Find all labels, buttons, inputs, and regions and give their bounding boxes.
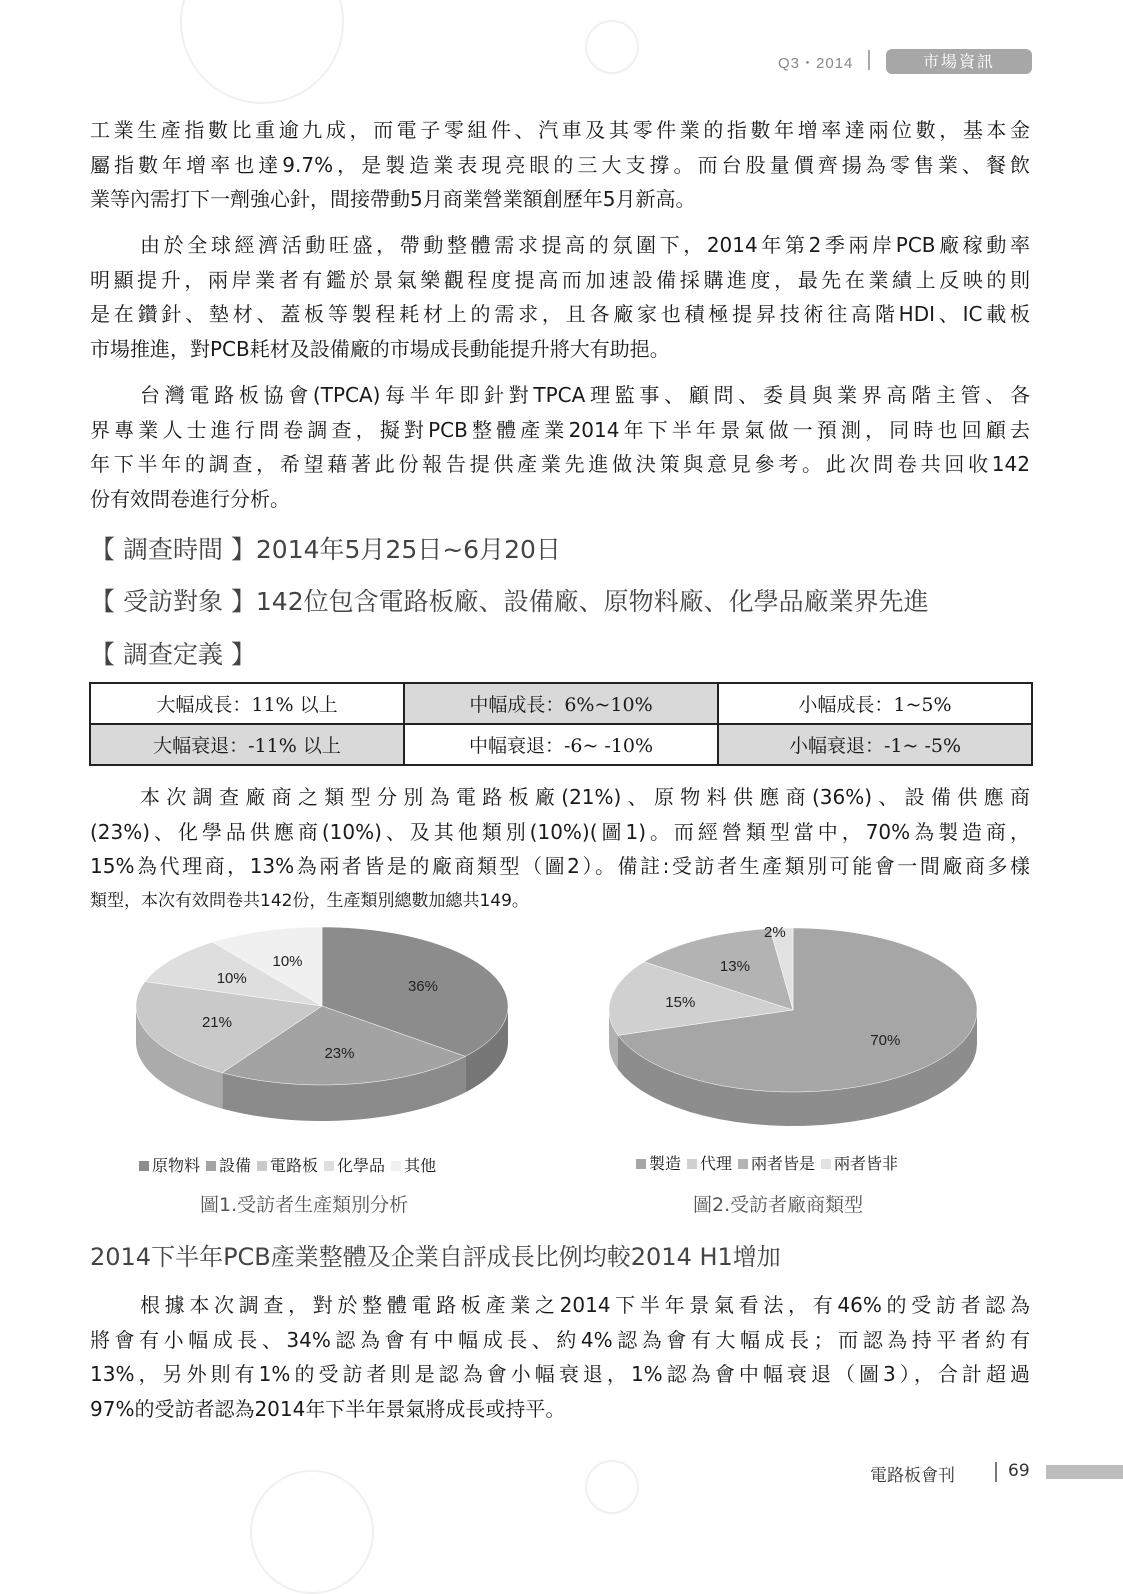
footer-bar [1046, 1465, 1123, 1479]
figure-caption-1: 圖1.受訪者生產類別分析 [200, 1194, 409, 1216]
text-line: 屬指數年增率也達9.7%，是製造業表現亮眼的三大支撐。而台股量價齊揚為零售業、餐飲 [90, 152, 1030, 177]
legend-swatch [687, 1159, 697, 1169]
paragraph-3 [90, 378, 1030, 516]
text-line: 工業生產指數比重逾九成，而電子零組件、汽車及其零件業的指數年增率達兩位數，基本金 [90, 118, 1030, 142]
legend-item [318, 1156, 385, 1175]
text-line: 13%，另外則有1%的受訪者則是認為會小幅衰退，1%認為會中幅衰退（圖3），合計超過 [90, 1362, 1030, 1386]
figure-caption-2: 圖2.受訪者廠商類型 [693, 1194, 864, 1216]
legend-swatch [139, 1161, 149, 1171]
data-label: 10% [272, 952, 303, 970]
table-row [90, 683, 1032, 724]
text-line: 業等內需打下一劑強心針，間接帶動5月商業營業額創歷年5月新高。 [90, 187, 696, 211]
chart-legend [630, 1151, 898, 1174]
arrow-circle-icon [585, 1460, 639, 1514]
table-cell: 中幅成長：6%~10% [404, 683, 718, 724]
table-cell: 大幅成長：11% 以上 [90, 683, 404, 724]
data-label: 21% [201, 1014, 233, 1032]
data-label: 13% [719, 958, 750, 976]
pie-chart-business-type [595, 920, 995, 1140]
text-line: 本次調查廠商之類型分別為電路板廠(21%)、原物料供應商(36%)、設備供應商 [140, 785, 1030, 809]
text-line: 97%的受訪者認為2014年下半年景氣將成長或持平。 [90, 1396, 566, 1421]
legend-label: 代理 [700, 1154, 733, 1173]
text-line: 台灣電路板協會(TPCA)每半年即針對TPCA理監事、顧問、委員與業界高階主管、各 [140, 383, 1030, 407]
background-decoration [250, 1470, 374, 1594]
text-line: 將會有小幅成長、34%認為會有中幅成長、約4%認為會有大幅成長；而認為持平者約有 [90, 1327, 1030, 1352]
legend-item [385, 1156, 436, 1175]
legend-label: 化學品 [337, 1156, 386, 1175]
pie-chart-production-type [120, 920, 530, 1140]
journal-title: 電路板會刊 [870, 1466, 955, 1486]
footer-divider [995, 1462, 997, 1482]
paragraph-5 [90, 1288, 1030, 1426]
legend-label: 其他 [404, 1156, 437, 1175]
text-line: 年下半年的調查，希望藉著此份報告提供產業先進做決策與意見參考。此次問卷共回收142 [90, 452, 1030, 476]
text-line: 15%為代理商，13%為兩者皆是的廠商類型（圖2）。備註:受訪者生產類別可能會一間廠商多樣 [90, 854, 1030, 878]
data-label: 70% [870, 1031, 901, 1049]
text-line: 類型，本次有效問卷共142份，生產類別總數加總共149。 [90, 890, 529, 911]
legend-swatch [636, 1159, 646, 1169]
data-label: 2% [763, 924, 786, 942]
table-row [90, 724, 1032, 765]
data-label: 10% [216, 970, 247, 988]
table-cell: 中幅衰退：-6~ -10% [404, 724, 718, 765]
legend-swatch [324, 1161, 334, 1171]
text-line: 根據本次調查，對於整體電路板產業之2014下半年景氣看法，有46%的受訪者認為 [140, 1293, 1030, 1317]
text-line: 由於全球經濟活動旺盛，帶動整體需求提高的氛圍下，2014年第2季兩岸PCB廠稼動率 [140, 233, 1030, 257]
arrow-circle-icon [585, 20, 639, 74]
legend-label: 製造 [649, 1154, 682, 1173]
legend-swatch [738, 1159, 748, 1169]
chart-legend [133, 1153, 436, 1176]
legend-label: 設備 [219, 1156, 252, 1175]
text-line: (23%)、化學品供應商(10%)、及其他類別(10%)(圖1)。而經營類型當中，70%為製造商， [90, 819, 1030, 844]
data-label: 23% [324, 1044, 355, 1062]
legend-item [681, 1154, 732, 1173]
paragraph-1 [90, 113, 1030, 217]
text-line: 份有效問卷進行分析。 [90, 486, 290, 511]
issue-label: Q3・2014 [778, 55, 854, 72]
legend-swatch [257, 1161, 267, 1171]
data-label: 36% [407, 977, 438, 995]
paragraph-2 [90, 228, 1030, 366]
text-line: 市場推進，對PCB耗材及設備廠的市場成長動能提升將大有助挹。 [90, 336, 670, 361]
legend-label: 原物料 [152, 1156, 201, 1175]
background-decoration [180, 0, 344, 104]
survey-definition: 【 調查定義 】 [90, 640, 256, 669]
legend-label: 兩者皆非 [834, 1154, 899, 1173]
section-heading: 2014下半年PCB產業整體及企業自評成長比例均較2014 H1增加 [90, 1243, 781, 1271]
legend-swatch [821, 1159, 831, 1169]
table-cell: 大幅衰退：-11% 以上 [90, 724, 404, 765]
text-line: 是在鑽針、墊材、蓋板等製程耗材上的需求，且各廠家也積極提昇技術往高階HDI、IC載板 [90, 302, 1030, 326]
legend-label: 電路板 [270, 1156, 319, 1175]
legend-label: 兩者皆是 [751, 1154, 816, 1173]
survey-subjects: 【 受訪對象 】142位包含電路板廠、設備廠、原物料廠、化學品廠業界先進 [90, 587, 929, 616]
legend-item [815, 1154, 898, 1173]
survey-time: 【 調查時間 】2014年5月25日~6月20日 [90, 535, 561, 564]
text-line: 明顯提升，兩岸業者有鑑於景氣樂觀程度提高而加速設備採購進度，最先在業績上反映的則 [90, 267, 1030, 292]
page-number: 69 [1008, 1461, 1030, 1481]
legend-item [133, 1156, 200, 1175]
definition-table [89, 682, 1033, 766]
header-divider [868, 50, 870, 70]
legend-item [200, 1156, 251, 1175]
legend-item [251, 1156, 318, 1175]
legend-item [732, 1154, 815, 1173]
table-cell: 小幅衰退：-1~ -5% [718, 724, 1032, 765]
legend-swatch [206, 1161, 216, 1171]
legend-item [630, 1154, 681, 1173]
section-badge: 市場資訊 [886, 49, 1032, 74]
paragraph-4 [90, 780, 1030, 918]
legend-swatch [391, 1161, 401, 1171]
text-line: 界專業人士進行問卷調查，擬對PCB整體產業2014年下半年景氣做一預測，同時也回顧去 [90, 417, 1030, 442]
table-cell: 小幅成長：1~5% [718, 683, 1032, 724]
data-label: 15% [665, 994, 696, 1012]
